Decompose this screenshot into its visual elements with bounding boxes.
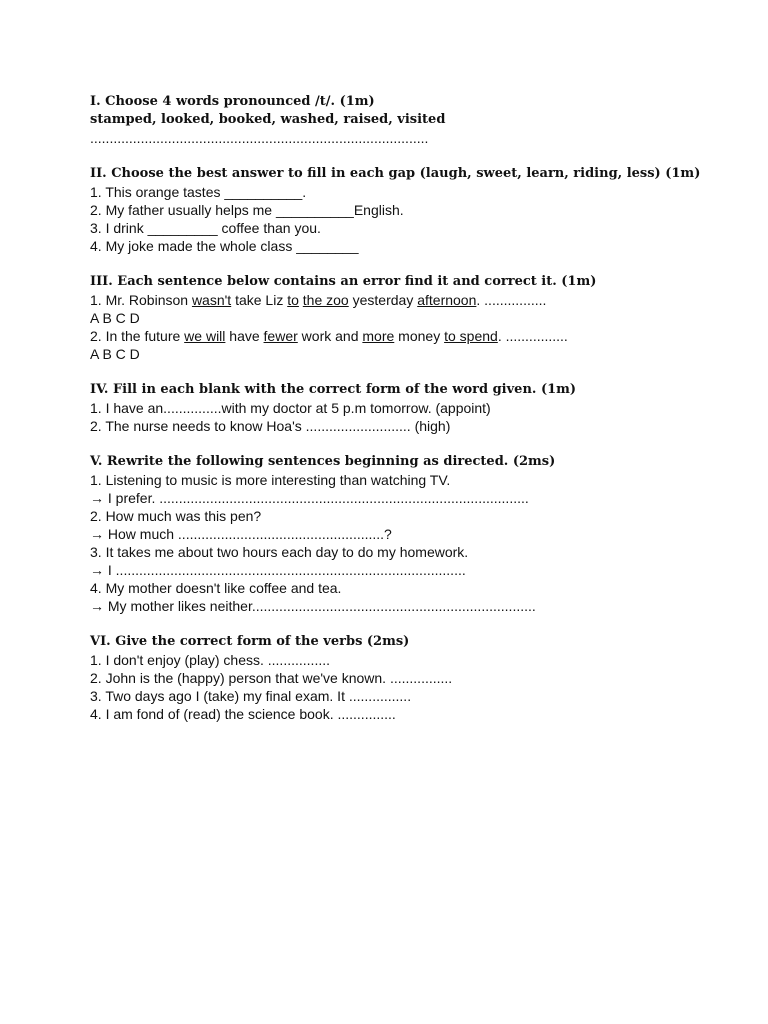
q1-text-4: . ................ (476, 292, 547, 308)
section-3-question-2-options: A B C D (90, 346, 140, 362)
q2-option-b: fewer (263, 328, 298, 344)
section-5-line-2: → I prefer. ............................................................................................... (90, 490, 529, 506)
section-4 (90, 381, 730, 435)
q2-text-1: have (225, 328, 264, 344)
section-5 (90, 453, 730, 615)
q1-option-c: the zoo (302, 292, 349, 308)
section-5-heading: V. Rewrite the following sentences beginning as directed. (2ms) (90, 454, 556, 469)
section-6-question-3: 3. Two days ago I (take) my final exam. It ................ (90, 688, 412, 704)
section-2-question-2: 2. My father usually helps me __________English. (90, 202, 404, 218)
section-2-heading: II. Choose the best answer to fill in each gap (laugh, sweet, learn, riding, less) (1m) (90, 166, 701, 181)
section-5-line-3: 2. How much was this pen? (90, 508, 262, 524)
section-1-word-list: stamped, looked, booked, washed, raised, visited (90, 112, 446, 127)
q1-option-b: to (287, 292, 299, 308)
section-1-heading: I. Choose 4 words pronounced /t/. (1m) (90, 94, 375, 109)
section-3-question-2 (90, 327, 730, 345)
section-4-question-2: 2. The nurse needs to know Hoa's ........................... (high) (90, 418, 451, 434)
section-6-question-1: 1. I don't enjoy (play) chess. ................ (90, 652, 330, 668)
section-3-question-1-options: A B C D (90, 310, 140, 326)
section-5-line-5: 3. It takes me about two hours each day to do my homework. (90, 544, 469, 560)
section-3-heading: III. Each sentence below contains an error find it and correct it. (1m) (90, 274, 597, 289)
section-6-question-4: 4. I am fond of (read) the science book. ............... (90, 706, 396, 722)
q2-text-0: 2. In the future (90, 328, 185, 344)
worksheet-content (90, 93, 730, 741)
section-2 (90, 165, 730, 255)
section-5-line-6: → I .......................................................................................... (90, 562, 466, 578)
section-2-question-1: 1. This orange tastes __________. (90, 184, 307, 200)
section-4-heading: IV. Fill in each blank with the correct form of the word given. (1m) (90, 382, 577, 397)
section-2-question-4: 4. My joke made the whole class ________ (90, 238, 359, 254)
section-1-answer-line: ....................................................................................... (90, 130, 429, 146)
q1-option-d: afternoon (417, 292, 477, 308)
section-2-question-3: 3. I drink _________ coffee than you. (90, 220, 321, 236)
q2-option-d: to spend (444, 328, 498, 344)
q2-text-3: money (394, 328, 445, 344)
q1-option-a: wasn't (191, 292, 232, 308)
section-5-line-7: 4. My mother doesn't like coffee and tea. (90, 580, 342, 596)
q2-option-a: we will (184, 328, 226, 344)
q1-text-3: yesterday (348, 292, 418, 308)
section-1 (90, 93, 730, 147)
section-5-line-8: → My mother likes neither......................................................................... (90, 598, 536, 614)
q2-option-c: more (362, 328, 395, 344)
section-6-question-2: 2. John is the (happy) person that we've known. ................ (90, 670, 453, 686)
q2-text-2: work and (297, 328, 363, 344)
section-6 (90, 633, 730, 723)
section-5-line-1: 1. Listening to music is more interesting than watching TV. (90, 472, 451, 488)
q1-text-0: 1. Mr. Robinson (90, 292, 192, 308)
section-3 (90, 273, 730, 363)
q1-text-1: take Liz (231, 292, 288, 308)
section-4-question-1: 1. I have an...............with my doctor at 5 p.m tomorrow. (appoint) (90, 400, 491, 416)
section-5-line-4: → How much .....................................................? (90, 526, 392, 542)
q2-text-4: . ................ (497, 328, 568, 344)
section-3-question-1 (90, 291, 730, 309)
section-6-heading: VI. Give the correct form of the verbs (2ms) (90, 634, 410, 649)
